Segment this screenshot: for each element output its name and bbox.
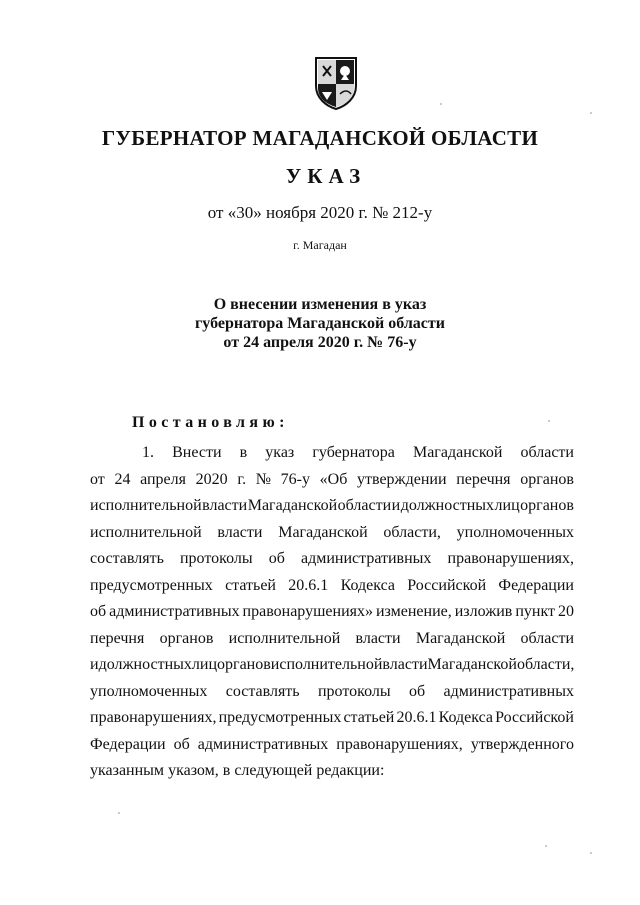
body-word: области, [516,656,575,673]
body-word: «Об [319,470,348,488]
decree-word: Постановляю: [132,414,289,431]
body-word: 20.6.1 [288,576,329,594]
body-line [90,520,574,547]
body-word: 2020 [195,470,228,488]
coat-of-arms-icon [314,56,358,110]
body-word: Российской [495,709,574,726]
body-word: об [268,550,285,567]
body-word: уполномоченных [90,682,208,700]
body-word: предусмотренных [218,709,342,726]
body-word: изменение, [375,603,452,620]
body-word: 76-у [280,470,310,488]
body-word: изложив [454,603,513,620]
body-word: указом, [168,762,219,779]
body-word: административных [443,682,574,700]
body-word: области [337,497,392,514]
body-word: в [239,444,248,461]
scan-speck [590,112,592,114]
body-word: Внести [172,444,222,461]
body-word: об [90,603,107,620]
body-word: Магаданской [412,444,503,461]
body-word: исполнительной [90,497,202,514]
body-word: в [222,762,231,779]
body-word: составлять [90,550,164,567]
body-word: правонарушениях» [242,603,373,620]
body-word: перечня [90,629,145,647]
body-word: утверждении [357,470,447,488]
document-date-number: от «30» ноября 2020 г. № 212-у [207,203,433,222]
body-word: административных [197,735,329,753]
body-line [90,573,574,600]
body-word: № [255,470,271,488]
body-word: уполномоченных [456,523,574,541]
body-word: Магаданской [415,629,506,647]
body-word: органов [520,497,574,514]
body-word: Магаданской [278,523,368,541]
body-word: и [391,497,401,514]
body-word: утвержденного [470,735,574,753]
body-word: 1. [142,444,154,461]
body-word: административных [300,550,432,567]
body-word: об [173,735,190,753]
body-word: исполнительной [90,523,202,541]
body-line [90,493,574,520]
body-word: органов [159,629,214,647]
body-word: области, [383,523,441,541]
document-type: УКАЗ [285,164,367,188]
body-word: апреля [140,470,186,488]
body-word: власти [202,497,248,514]
body-word: Кодекса [340,576,395,594]
body-word: указанным [90,762,165,779]
subject-line: О внесении изменения в указ [213,296,427,313]
body-word: должностных [98,656,192,673]
body-word: области [520,629,574,647]
body-line [90,626,574,653]
body-word: перечня [456,470,511,488]
body-word: власти [382,656,428,673]
body-line [90,732,574,759]
body-word: власти [355,629,401,647]
body-word: Федерации [90,735,166,753]
body-word: административных [109,603,240,620]
issuer-title: ГУБЕРНАТОР МАГАДАНСКОЙ ОБЛАСТИ [101,126,539,150]
body-word: органов [520,470,574,488]
body-word: Российской [407,576,487,594]
body-word: должностных [400,497,495,514]
body-word: правонарушениях, [90,709,217,726]
body-word: органов [217,656,271,673]
body-word: Кодекса [438,709,493,726]
body-word: г. [237,470,247,488]
body-word: статьей [343,709,395,726]
body-word: лиц [191,656,218,673]
body-word: области [520,444,574,461]
document-subject [0,295,640,352]
body-word: Магаданской [427,656,517,673]
body-word: 20.6.1 [396,709,437,726]
body-word: указ [265,444,295,461]
scan-speck [590,852,592,854]
body-word: протоколы [317,682,391,700]
body-word: правонарушениях, [447,550,574,567]
body-word: статьей [225,576,276,594]
body-line [90,546,574,573]
body-line [90,440,574,467]
decree-body [90,440,574,785]
body-line [90,599,574,626]
body-word: 24 [114,470,131,488]
body-word: и [90,656,99,673]
subject-line: от 24 апреля 2020 г. № 76-у [223,334,417,351]
body-line [90,652,574,679]
scan-speck [545,845,547,847]
body-word: лиц [494,497,520,514]
scan-speck [548,420,550,422]
body-word: об [409,682,426,700]
body-line [90,705,574,732]
body-word: Федерации [498,576,574,594]
body-word: предусмотренных [90,576,213,594]
body-word: губернатора [312,444,395,461]
body-word: Магаданской [247,497,338,514]
body-line [90,467,574,494]
body-word: власти [217,523,263,541]
subject-line: губернатора Магаданской области [195,315,445,332]
body-word: пункт [515,603,556,620]
body-word: редакции: [316,762,385,779]
body-word: исполнительной [270,656,383,673]
body-word: правонарушениях, [336,735,463,753]
body-line [90,679,574,706]
body-word: составлять [225,682,300,700]
document-city: г. Магадан [293,238,347,252]
scan-speck [118,812,120,814]
body-word: протоколы [179,550,253,567]
body-word: следующей [234,762,313,779]
body-line [90,758,574,785]
scan-speck [440,103,442,105]
body-word: 20 [557,603,574,620]
body-word: от [90,470,105,488]
body-word: исполнительной [228,629,341,647]
